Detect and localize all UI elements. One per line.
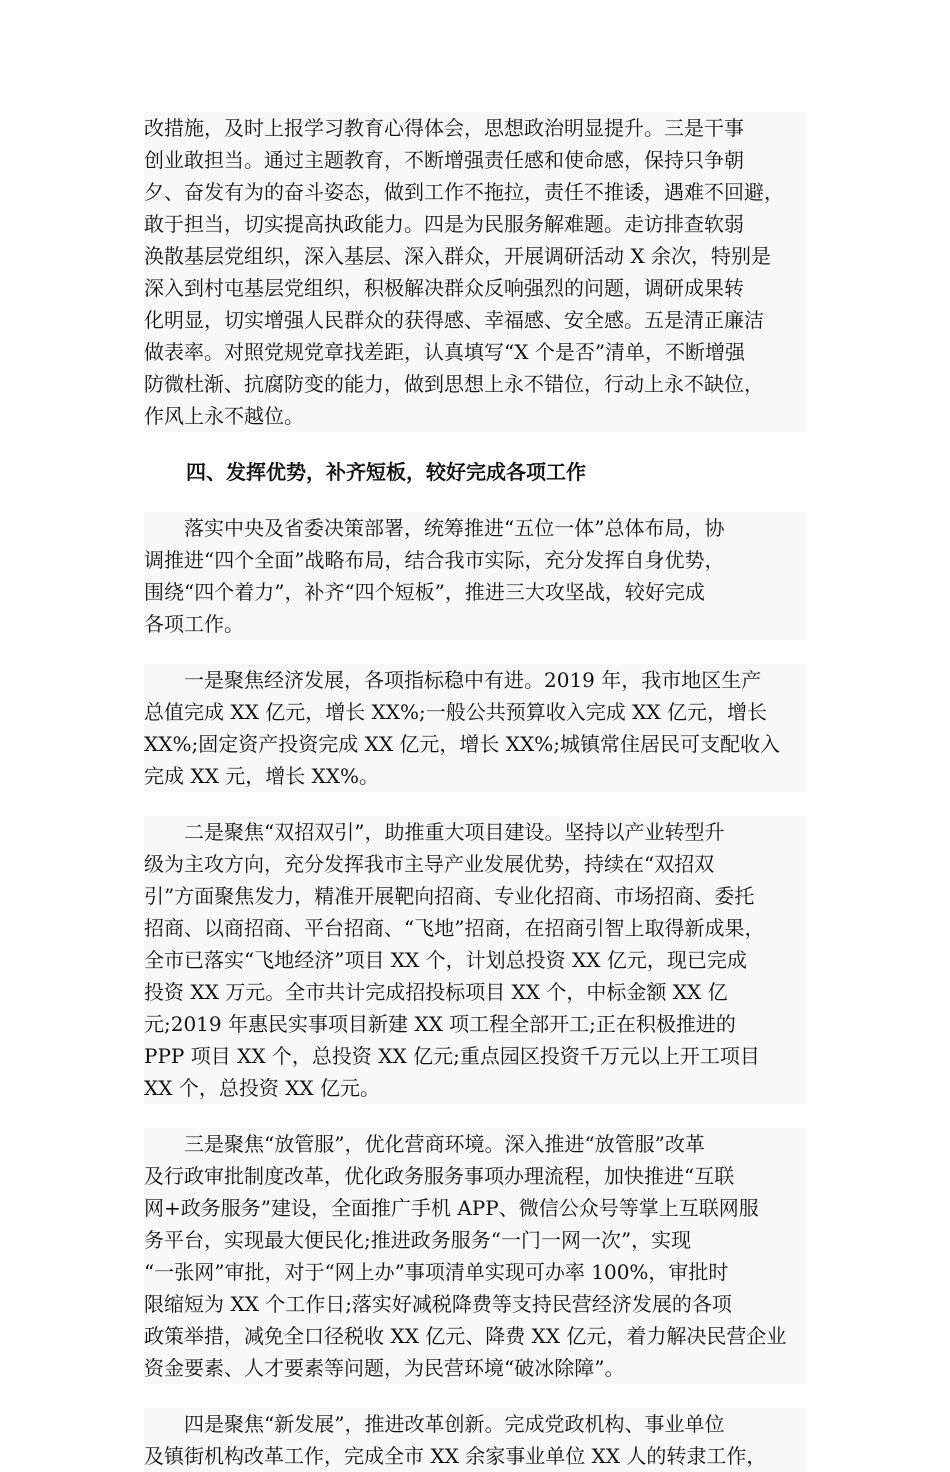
text-line: 资金要素、人才要素等问题，为民营环境“破冰除障”。 xyxy=(144,1356,625,1380)
text-line: 调推进“四个全面”战略布局，结合我市实际，充分发挥自身优势， xyxy=(144,548,725,572)
text-line: 投资 XX 万元。全市共计完成招投标项目 XX 个，中标金额 XX 亿 xyxy=(144,980,728,1004)
paragraph-gap xyxy=(144,488,806,512)
text-line: 作风上永不越位。 xyxy=(144,404,304,428)
text-line: 化明显，切实增强人民群众的获得感、幸福感、安全感。五是清正廉洁 xyxy=(144,308,764,332)
paragraph-gap xyxy=(144,792,806,816)
text-line: 敢于担当，切实提高执政能力。四是为民服务解难题。走访排查软弱 xyxy=(144,212,744,236)
text-line: 限缩短为 XX 个工作日;落实好减税降费等支持民营经济发展的各项 xyxy=(144,1292,732,1316)
paragraph-1 xyxy=(144,512,806,640)
text-line: 改措施，及时上报学习教育心得体会，思想政治明显提升。三是干事 xyxy=(144,116,744,140)
text-line: “一张网”审批，对于“网上办”事项清单实现可办率 100%，审批时 xyxy=(144,1260,729,1284)
text-line: 及行政审批制度改革，优化政务服务事项办理流程，加快推进“互联 xyxy=(144,1164,735,1188)
text-line: 完成 XX 元，增长 XX%。 xyxy=(144,764,380,788)
paragraph-3 xyxy=(144,816,806,1104)
text-line: 夕、奋发有为的奋斗姿态，做到工作不拖拉，责任不推诿，遇难不回避， xyxy=(144,180,784,204)
paragraph-4 xyxy=(144,1128,806,1384)
text-line: 一是聚焦经济发展，各项指标稳中有进。2019 年，我市地区生产 xyxy=(144,668,762,692)
text-line: 元;2019 年惠民实事项目新建 XX 项工程全部开工;正在积极推进的 xyxy=(144,1012,736,1036)
text-line: 落实中央及省委决策部署，统筹推进“五位一体”总体布局，协 xyxy=(144,516,725,540)
text-line: 总值完成 XX 亿元，增长 XX%;一般公共预算收入完成 XX 亿元，增长 xyxy=(144,700,767,724)
text-line: 三是聚焦“放管服”，优化营商环境。深入推进“放管服”改革 xyxy=(144,1132,705,1156)
text-line: 招商、以商招商、平台招商、“飞地”招商，在招商引智上取得新成果， xyxy=(144,916,765,940)
text-line: XX%;固定资产投资完成 XX 亿元，增长 XX%;城镇常住居民可支配收入 xyxy=(144,732,780,756)
document-body xyxy=(144,112,806,1472)
paragraph-gap xyxy=(144,1384,806,1408)
text-line: 全市已落实“飞地经济”项目 XX 个，计划总投资 XX 亿元，现已完成 xyxy=(144,948,747,972)
text-line: XX 个，总投资 XX 亿元。 xyxy=(144,1076,381,1100)
text-line: 四是聚焦“新发展”，推进改革创新。完成党政机构、事业单位 xyxy=(144,1412,725,1436)
text-line: 政策举措，减免全口径税收 XX 亿元、降费 XX 亿元，着力解决民营企业 xyxy=(144,1324,787,1348)
text-line: 网+政务服务”建设，全面推广手机 APP、微信公众号等掌上互联网服 xyxy=(144,1196,759,1220)
text-line: 各项工作。 xyxy=(144,612,244,636)
paragraph-gap xyxy=(144,1104,806,1128)
text-line: 防微杜渐、抗腐防变的能力，做到思想上永不错位，行动上永不缺位， xyxy=(144,372,764,396)
text-line: 二是聚焦“双招双引”，助推重大项目建设。坚持以产业转型升 xyxy=(144,820,725,844)
paragraph-0 xyxy=(144,112,806,432)
text-line: 涣散基层党组织，深入基层、深入群众，开展调研活动 X 余次，特别是 xyxy=(144,244,771,268)
text-line: PPP 项目 XX 个，总投资 XX 亿元;重点园区投资千万元以上开工项目 xyxy=(144,1044,760,1068)
text-line: 创业敢担当。通过主题教育，不断增强责任感和使命感，保持只争朝 xyxy=(144,148,744,172)
paragraph-gap xyxy=(144,432,806,456)
paragraph-5 xyxy=(144,1408,806,1472)
text-line: 做表率。对照党规党章找差距，认真填写“X 个是否”清单，不断增强 xyxy=(144,340,746,364)
text-line: 及镇街机构改革工作，完成全市 XX 余家事业单位 XX 人的转隶工作， xyxy=(144,1444,767,1468)
paragraph-2 xyxy=(144,664,806,792)
text-line: 引”方面聚焦发力，精准开展靶向招商、专业化招商、市场招商、委托 xyxy=(144,884,755,908)
section-heading: 四、发挥优势，补齐短板，较好完成各项工作 xyxy=(144,456,806,488)
text-line: 务平台，实现最大便民化;推进政务服务“一门一网一次”，实现 xyxy=(144,1228,692,1252)
paragraph-gap xyxy=(144,640,806,664)
text-line: 级为主攻方向，充分发挥我市主导产业发展优势，持续在“双招双 xyxy=(144,852,715,876)
text-line: 深入到村屯基层党组织，积极解决群众反响强烈的问题，调研成果转 xyxy=(144,276,744,300)
text-line: 围绕“四个着力”，补齐“四个短板”，推进三大攻坚战，较好完成 xyxy=(144,580,705,604)
